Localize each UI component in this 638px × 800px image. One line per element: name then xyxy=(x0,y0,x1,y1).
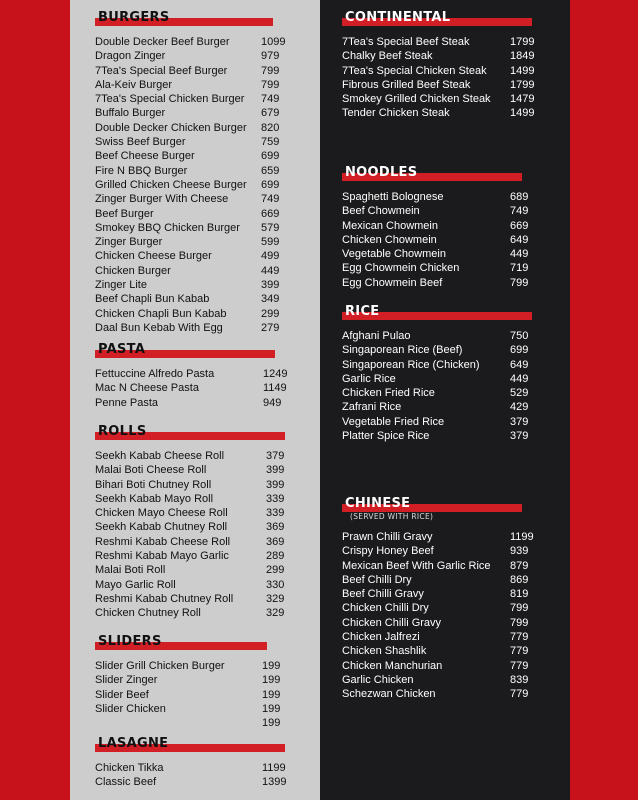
menu-item xyxy=(95,506,295,520)
menu-item-price: 949 xyxy=(263,396,282,409)
menu-item-name: Mayo Garlic Roll xyxy=(95,578,176,591)
menu-item-price: 719 xyxy=(510,262,529,275)
menu-item xyxy=(342,329,557,343)
menu-item-name: 7Tea's Special Chicken Steak xyxy=(342,64,487,77)
menu-item xyxy=(95,307,295,321)
menu-item xyxy=(95,321,295,335)
menu-item-price: 329 xyxy=(266,592,285,605)
menu-item-price: 799 xyxy=(261,78,280,91)
menu-item-price: 799 xyxy=(510,276,529,289)
menu-item xyxy=(95,64,295,78)
menu-item-name: 7Tea's Special Chicken Burger xyxy=(95,93,245,106)
menu-item-name: Chicken Chowmein xyxy=(342,233,437,246)
menu-item xyxy=(95,578,295,592)
menu-item xyxy=(342,415,557,429)
burgers-header xyxy=(95,8,295,30)
menu-item xyxy=(95,235,295,249)
menu-item-name: Chicken Mayo Cheese Roll xyxy=(95,507,228,520)
section-continental xyxy=(342,8,557,121)
menu-item xyxy=(342,372,557,386)
menu-item-name: Bihari Boti Chutney Roll xyxy=(95,478,212,491)
menu-item-name: Garlic Rice xyxy=(342,372,396,385)
menu-item-name: Egg Chowmein Chicken xyxy=(342,262,460,275)
menu-item-price: 1149 xyxy=(263,382,287,395)
lasagne-header xyxy=(95,734,295,756)
menu-item-price: 299 xyxy=(266,564,285,577)
menu-item xyxy=(342,587,557,601)
menu-item-price: 689 xyxy=(510,191,529,203)
menu-item-name: Chicken Tikka xyxy=(95,762,164,774)
menu-item-name: Zinger Lite xyxy=(95,279,147,292)
menu-item-price: 369 xyxy=(266,521,285,534)
menu-item-name: Singaporean Rice (Beef) xyxy=(342,344,463,357)
menu-item-price: 939 xyxy=(510,545,529,558)
menu-item-price: 499 xyxy=(261,250,280,263)
menu-item-price: 199 xyxy=(262,688,281,701)
menu-item xyxy=(95,49,295,63)
menu-item xyxy=(342,276,557,290)
menu-item xyxy=(95,92,295,106)
menu-item xyxy=(95,535,295,549)
menu-item xyxy=(95,492,295,506)
menu-item-price: 779 xyxy=(510,645,529,658)
rolls-title: ROLLS xyxy=(98,424,147,439)
chinese-subtitle: (SERVED WITH RICE) xyxy=(350,512,434,521)
menu-item-price: 659 xyxy=(261,164,280,177)
sliders-title: SLIDERS xyxy=(98,634,162,649)
menu-item xyxy=(342,386,557,400)
menu-item xyxy=(95,135,295,149)
menu-item-name: Chicken Chilli Gravy xyxy=(342,616,442,629)
menu-item-price: 579 xyxy=(261,221,280,234)
menu-item-name: Afghani Pulao xyxy=(342,330,411,342)
menu-item-price: 839 xyxy=(510,673,529,686)
section-sliders xyxy=(95,632,295,730)
menu-item-name: Chicken Chapli Bun Kabab xyxy=(95,307,227,320)
section-pasta xyxy=(95,340,295,410)
menu-item-name: Slider Chicken xyxy=(95,702,166,715)
menu-item xyxy=(342,559,557,573)
menu-item-name: Beef Burger xyxy=(95,207,154,220)
menu-item xyxy=(95,149,295,163)
menu-item-price: 779 xyxy=(510,688,529,701)
menu-item-price: 1399 xyxy=(262,776,287,789)
menu-item xyxy=(95,563,295,577)
menu-item xyxy=(342,573,557,587)
menu-item-price: 1479 xyxy=(510,93,535,106)
menu-item-price: 329 xyxy=(266,607,285,620)
menu-item-name: Prawn Chilli Gravy xyxy=(342,531,433,543)
menu-item-name: Seekh Kabab Cheese Roll xyxy=(95,450,225,462)
menu-item xyxy=(342,400,557,414)
menu-item xyxy=(95,367,295,381)
menu-item-name: Slider Beef xyxy=(95,688,149,701)
menu-item xyxy=(95,207,295,221)
menu-item-name: Mexican Beef With Garlic Rice xyxy=(342,559,491,572)
menu-item-price: 649 xyxy=(510,358,529,371)
section-rolls xyxy=(95,422,295,621)
menu-item-price: 749 xyxy=(510,205,529,218)
menu-item xyxy=(95,761,295,775)
menu-item-name: Chicken Fried Rice xyxy=(342,387,435,400)
menu-item-name: Seekh Kabab Mayo Roll xyxy=(95,492,214,505)
menu-item-name: Mexican Chowmein xyxy=(342,219,438,232)
menu-item-price: 399 xyxy=(261,279,280,292)
menu-item-name: Platter Spice Rice xyxy=(342,430,430,443)
menu-item-price: 1799 xyxy=(510,78,535,91)
menu-item-name: Beef Chilli Dry xyxy=(342,573,412,586)
rice-header xyxy=(342,302,557,324)
menu-item-price: 699 xyxy=(261,178,280,191)
menu-item-price: 529 xyxy=(510,387,529,400)
menu-item-name: Smokey BBQ Chicken Burger xyxy=(95,221,240,234)
menu-item xyxy=(95,716,295,730)
menu-item xyxy=(342,673,557,687)
menu-item-price: 669 xyxy=(510,219,529,232)
menu-item xyxy=(342,530,557,544)
menu-item xyxy=(95,592,295,606)
menu-item-name: Buffalo Burger xyxy=(95,107,166,120)
menu-item xyxy=(95,688,295,702)
menu-item-name: Zafrani Rice xyxy=(342,401,402,414)
menu-item xyxy=(342,644,557,658)
menu-item-price: 199 xyxy=(262,660,281,672)
menu-item-name: Malai Boti Cheese Roll xyxy=(95,464,207,477)
menu-item-price: 1799 xyxy=(510,36,535,48)
menu-item xyxy=(342,247,557,261)
menu-item-name: Beef Chilli Gravy xyxy=(342,588,424,601)
menu-item-price: 429 xyxy=(510,401,529,414)
menu-item xyxy=(95,121,295,135)
menu-item-name: Schezwan Chicken xyxy=(342,688,436,701)
menu-item-name: 7Tea's Special Beef Burger xyxy=(95,64,228,77)
menu-item-price: 869 xyxy=(510,573,529,586)
menu-item-name: Ala-Keiv Burger xyxy=(95,78,173,91)
menu-item xyxy=(95,381,295,395)
menu-item xyxy=(95,192,295,206)
menu-item xyxy=(342,35,557,49)
menu-item xyxy=(342,219,557,233)
section-noodles xyxy=(342,163,557,290)
menu-item-name: Reshmi Kabab Cheese Roll xyxy=(95,535,231,548)
left-red-border xyxy=(0,0,70,800)
menu-item-name: Vegetable Chowmein xyxy=(342,248,446,261)
menu-item-price: 1499 xyxy=(510,64,535,77)
menu-item-name: Spaghetti Bolognese xyxy=(342,191,444,203)
menu-item-name: Penne Pasta xyxy=(95,396,158,409)
menu-item-name: Slider Grill Chicken Burger xyxy=(95,660,225,672)
menu-item-price: 669 xyxy=(261,207,280,220)
menu-item xyxy=(95,775,295,789)
menu-item-name: Seekh Kabab Chutney Roll xyxy=(95,521,228,534)
right-red-border xyxy=(570,0,638,800)
menu-item-name: Slider Zinger xyxy=(95,674,158,687)
burgers-title: BURGERS xyxy=(98,10,170,25)
menu-item-name: Chicken Chilli Dry xyxy=(342,602,429,615)
menu-item xyxy=(342,261,557,275)
chinese-item-list xyxy=(342,530,557,702)
menu-item-name: Fire N BBQ Burger xyxy=(95,164,188,177)
menu-item-name: Daal Bun Kebab With Egg xyxy=(95,321,223,334)
menu-item xyxy=(95,35,295,49)
menu-item xyxy=(342,601,557,615)
menu-item-price: 699 xyxy=(510,344,529,357)
menu-item xyxy=(95,292,295,306)
sliders-item-list xyxy=(95,659,295,730)
menu-item xyxy=(342,630,557,644)
menu-item-price: 679 xyxy=(261,107,280,120)
menu-item-price: 1249 xyxy=(263,368,288,380)
menu-item xyxy=(342,78,557,92)
menu-item-name: Fettuccine Alfredo Pasta xyxy=(95,368,215,380)
menu-item xyxy=(95,702,295,716)
menu-item-price: 819 xyxy=(510,588,529,601)
noodles-title: NOODLES xyxy=(345,165,418,180)
menu-item-name: Chicken Manchurian xyxy=(342,659,443,672)
menu-item-name: Singaporean Rice (Chicken) xyxy=(342,358,480,371)
menu-item xyxy=(95,520,295,534)
menu-item xyxy=(95,396,295,410)
menu-item-name: 7Tea's Special Beef Steak xyxy=(342,36,470,48)
menu-item-name: Beef Chapli Bun Kabab xyxy=(95,293,210,306)
menu-item xyxy=(342,616,557,630)
menu-item-name: Zinger Burger xyxy=(95,236,163,249)
menu-item xyxy=(95,606,295,620)
menu-item-price: 379 xyxy=(266,450,285,462)
menu-item-price: 879 xyxy=(510,559,529,572)
section-chinese xyxy=(342,494,557,702)
menu-item xyxy=(95,478,295,492)
chinese-title: CHINESE xyxy=(345,496,411,511)
pasta-item-list xyxy=(95,367,295,410)
menu-item-price: 1499 xyxy=(510,107,535,120)
menu-item xyxy=(342,358,557,372)
menu-item-price: 750 xyxy=(510,330,529,342)
menu-item-price: 979 xyxy=(261,50,280,63)
menu-item-price: 449 xyxy=(510,248,529,261)
menu-item xyxy=(95,164,295,178)
menu-item xyxy=(342,687,557,701)
menu-item-price: 289 xyxy=(266,550,285,563)
noodles-item-list xyxy=(342,190,557,290)
menu-item-name: Chalky Beef Steak xyxy=(342,50,433,63)
menu-item-price: 1849 xyxy=(510,50,535,63)
section-lasagne xyxy=(95,734,295,790)
menu-item xyxy=(342,92,557,106)
menu-item-price: 449 xyxy=(510,372,529,385)
menu-item-price: 1199 xyxy=(510,531,534,543)
menu-item-name: Beef Cheese Burger xyxy=(95,150,195,163)
menu-item-price: 779 xyxy=(510,631,529,644)
menu-item-name: Beef Chowmein xyxy=(342,205,420,218)
menu-item xyxy=(95,78,295,92)
lasagne-item-list xyxy=(95,761,295,790)
noodles-header xyxy=(342,163,557,185)
menu-item-name: Mac N Cheese Pasta xyxy=(95,382,199,395)
menu-item-name: Egg Chowmein Beef xyxy=(342,276,443,289)
menu-item xyxy=(342,64,557,78)
menu-item-price: 349 xyxy=(261,293,280,306)
menu-item xyxy=(95,264,295,278)
menu-item-price: 820 xyxy=(261,121,280,134)
menu-item xyxy=(342,49,557,63)
menu-item xyxy=(95,278,295,292)
menu-item xyxy=(95,106,295,120)
continental-title: CONTINENTAL xyxy=(345,10,451,25)
menu-item-name: Chicken Burger xyxy=(95,264,171,277)
menu-item-price: 599 xyxy=(261,236,280,249)
menu-item xyxy=(342,204,557,218)
section-burgers xyxy=(95,8,295,335)
continental-header xyxy=(342,8,557,30)
menu-item-name: Grilled Chicken Cheese Burger xyxy=(95,178,247,191)
menu-item-name: Tender Chicken Steak xyxy=(342,107,450,120)
menu-item-name: Reshmi Kabab Chutney Roll xyxy=(95,592,234,605)
menu-item xyxy=(95,178,295,192)
chinese-header xyxy=(342,494,557,521)
menu-item-name: Chicken Jalfrezi xyxy=(342,631,420,644)
menu-item xyxy=(95,463,295,477)
menu-item-price: 1099 xyxy=(261,36,286,48)
pasta-header xyxy=(95,340,295,362)
menu-item xyxy=(342,190,557,204)
menu-item-price: 199 xyxy=(262,717,281,730)
menu-item-price: 399 xyxy=(266,464,285,477)
menu-item-name: Malai Boti Roll xyxy=(95,564,166,577)
menu-item-price: 759 xyxy=(261,136,280,149)
menu-item-name: Crispy Honey Beef xyxy=(342,545,434,558)
menu-item-price: 799 xyxy=(510,616,529,629)
menu-item-name: Fibrous Grilled Beef Steak xyxy=(342,78,471,91)
menu-item-price: 749 xyxy=(261,93,280,106)
menu-item xyxy=(342,659,557,673)
menu-item xyxy=(342,544,557,558)
rice-title: RICE xyxy=(345,304,380,319)
menu-item xyxy=(342,429,557,443)
menu-item xyxy=(95,549,295,563)
menu-item-name: Smokey Grilled Chicken Steak xyxy=(342,93,491,106)
menu-item-price: 369 xyxy=(266,535,285,548)
menu-item-name: Chicken Shashlik xyxy=(342,645,427,658)
continental-item-list xyxy=(342,35,557,121)
menu-item-price: 799 xyxy=(510,602,529,615)
menu-item-name: Double Decker Beef Burger xyxy=(95,36,230,48)
sliders-header xyxy=(95,632,295,654)
menu-item-price: 749 xyxy=(261,193,280,206)
menu-item-name: Vegetable Fried Rice xyxy=(342,415,445,428)
pasta-title: PASTA xyxy=(98,342,146,357)
menu-item-price: 379 xyxy=(510,415,529,428)
rolls-header xyxy=(95,422,295,444)
menu-item-name: Zinger Burger With Cheese xyxy=(95,193,229,206)
menu-item xyxy=(95,249,295,263)
menu-item-name: Classic Beef xyxy=(95,776,157,789)
burgers-item-list xyxy=(95,35,295,335)
menu-item-name: Swiss Beef Burger xyxy=(95,136,186,149)
menu-item-price: 339 xyxy=(266,492,285,505)
menu-item-price: 449 xyxy=(261,264,280,277)
menu-item xyxy=(95,659,295,673)
menu-item xyxy=(95,221,295,235)
menu-item-name: Chicken Chutney Roll xyxy=(95,607,201,620)
menu-item-price: 279 xyxy=(261,321,280,334)
menu-item xyxy=(95,673,295,687)
menu-item-price: 1199 xyxy=(262,762,286,774)
menu-item-price: 339 xyxy=(266,507,285,520)
menu-item xyxy=(342,233,557,247)
menu-item-name: Double Decker Chicken Burger xyxy=(95,121,247,134)
menu-item-name: Garlic Chicken xyxy=(342,673,414,686)
menu-item-price: 799 xyxy=(261,64,280,77)
menu-item-price: 699 xyxy=(261,150,280,163)
menu-item-price: 399 xyxy=(266,478,285,491)
menu-item-name: Reshmi Kabab Mayo Garlic xyxy=(95,550,229,563)
section-rice xyxy=(342,302,557,443)
rice-item-list xyxy=(342,329,557,443)
menu-item xyxy=(342,343,557,357)
menu-item-price: 379 xyxy=(510,430,529,443)
menu-item-price: 649 xyxy=(510,233,529,246)
menu-item-price: 199 xyxy=(262,674,281,687)
menu-item-name: Dragon Zinger xyxy=(95,50,166,63)
menu-item-price: 779 xyxy=(510,659,529,672)
menu-item xyxy=(342,106,557,120)
menu-item-price: 299 xyxy=(261,307,280,320)
menu-item-name: Chicken Cheese Burger xyxy=(95,250,212,263)
menu-item-price: 199 xyxy=(262,702,281,715)
lasagne-title: LASAGNE xyxy=(98,736,169,751)
menu-item-price: 330 xyxy=(266,578,285,591)
rolls-item-list xyxy=(95,449,295,621)
menu-item xyxy=(95,449,295,463)
